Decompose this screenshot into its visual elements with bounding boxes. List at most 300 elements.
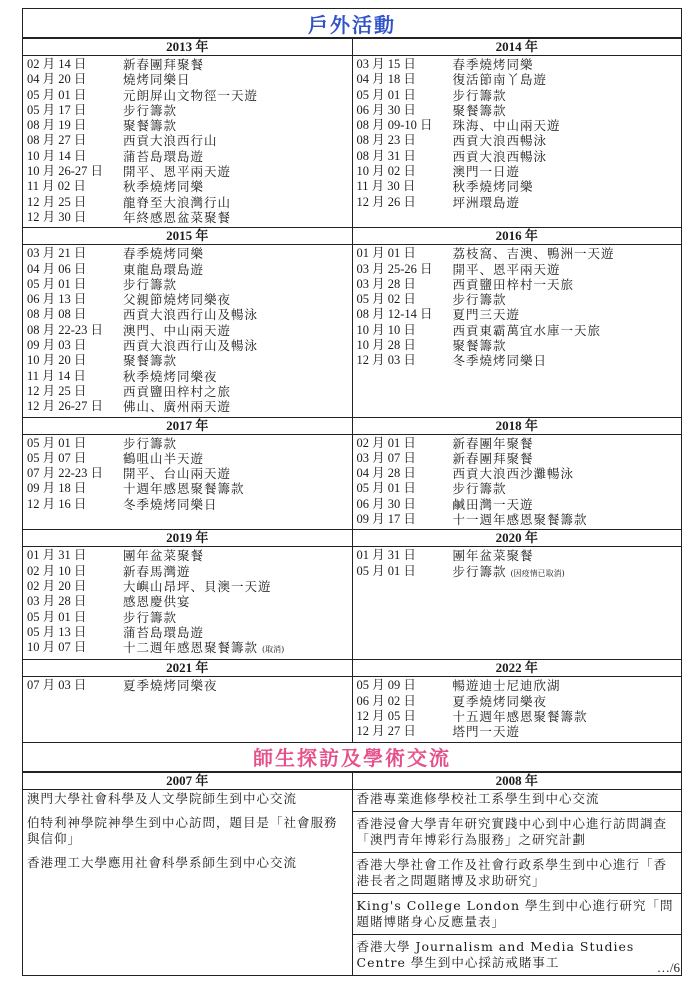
event-text: 新春團年聚餐 (452, 435, 534, 451)
event-date: 01 月 31 日 (27, 548, 87, 563)
event-name (453, 277, 575, 292)
visits-cell (352, 772, 682, 975)
visit-item: 香港專業進修學校社工系學生到中心交流 (356, 790, 600, 806)
event-name (123, 678, 218, 693)
event-item (27, 149, 346, 164)
event-name (453, 694, 548, 709)
event-text: 荔枝窩、吉澳、鴨洲一天遊 (452, 246, 615, 262)
event-text: 秋季燒烤同樂夜 (123, 368, 218, 384)
event-name (123, 307, 258, 322)
event-text: 元朗屏山文物徑一天遊 (123, 87, 259, 103)
year-cell (23, 228, 353, 417)
event-item (357, 262, 676, 277)
event-name (453, 724, 521, 739)
event-item (27, 323, 346, 338)
event-item (27, 678, 346, 693)
visit-item: 香港理工大學應用社會科學系師生到中心交流 (27, 854, 298, 870)
event-item (27, 338, 346, 353)
event-text: 龍脊至大浪灣行山 (123, 194, 232, 210)
event-name (123, 246, 204, 261)
event-item (357, 678, 676, 693)
event-text: 夏季燒烤同樂夜 (123, 678, 218, 694)
event-text: 暢遊迪士尼迪欣湖 (452, 678, 561, 694)
event-item (27, 594, 346, 609)
event-text: 新春團拜聚餐 (452, 450, 534, 466)
event-name (123, 149, 204, 164)
event-item (357, 133, 676, 148)
event-item (357, 246, 676, 261)
outdoor-activities-table (22, 38, 682, 743)
event-item (27, 210, 346, 225)
year-row (23, 530, 682, 660)
event-list (23, 435, 352, 514)
event-date: 05 月 01 日 (356, 87, 416, 102)
event-date: 05 月 01 日 (27, 609, 87, 624)
event-name (453, 179, 534, 194)
event-list (353, 547, 682, 583)
event-name (123, 323, 231, 338)
event-text: 西貢大浪西沙灘暢泳 (452, 466, 575, 482)
event-date: 06 月 13 日 (27, 292, 87, 307)
event-date: 08 月 09-10 日 (356, 118, 433, 133)
event-date: 12 月 26-27 日 (27, 399, 104, 414)
event-date: 10 月 14 日 (27, 148, 87, 163)
event-date: 05 月 09 日 (356, 678, 416, 693)
visit-item: 伯特利神學院神學生到中心訪問，題目是「社會服務與信仰」 (27, 814, 338, 846)
event-item (357, 481, 676, 496)
event-text: 冬季燒烤同樂日 (123, 496, 218, 512)
outdoor-title-bar (22, 8, 682, 38)
event-name (453, 262, 561, 277)
event-date: 03 月 28 日 (356, 276, 416, 291)
event-note: (取消) (262, 645, 285, 655)
event-item (357, 164, 676, 179)
event-name (123, 497, 218, 512)
event-name (123, 103, 177, 118)
event-date: 08 月 12-14 日 (356, 307, 433, 322)
event-text: 冬季燒烤同樂日 (452, 353, 548, 369)
event-item (27, 548, 346, 563)
event-date: 09 月 18 日 (27, 481, 87, 496)
year-heading: 2020 年 (353, 530, 682, 547)
event-item (27, 353, 346, 368)
event-item (27, 436, 346, 451)
page (22, 8, 682, 976)
year-cell (352, 660, 682, 742)
event-text: 西貢大浪西行山 (123, 133, 218, 149)
event-item (27, 399, 346, 414)
event-date: 02 月 10 日 (27, 563, 87, 578)
event-item (27, 292, 346, 307)
event-item (357, 323, 676, 338)
event-text: 西貢大浪西暢泳 (452, 133, 548, 149)
event-name (123, 548, 204, 563)
event-date: 09 月 17 日 (356, 512, 416, 527)
event-name (453, 466, 575, 481)
event-name (123, 399, 231, 414)
event-text: 父親節燒烤同樂夜 (123, 292, 232, 308)
event-text: 開平、恩平兩天遊 (123, 164, 232, 180)
event-item (27, 369, 346, 384)
year-heading: 2008 年 (353, 773, 682, 790)
event-name (123, 88, 258, 103)
event-name (123, 118, 177, 133)
event-date: 09 月 03 日 (27, 338, 87, 353)
year-heading: 2019 年 (23, 530, 352, 547)
event-date: 07 月 03 日 (27, 678, 87, 693)
event-text: 鶴咀山半天遊 (123, 450, 205, 466)
event-note: (因疫情已取消) (510, 568, 565, 578)
year-cell (352, 417, 682, 530)
event-text: 佛山、廣州兩天遊 (123, 399, 232, 415)
event-text: 年終感恩盆菜聚餐 (123, 209, 232, 225)
event-date: 06 月 02 日 (356, 693, 416, 708)
event-item (357, 512, 676, 527)
year-cell (352, 228, 682, 417)
event-item (27, 640, 346, 657)
event-text: 夏季燒烤同樂夜 (452, 693, 548, 709)
year-cell (352, 530, 682, 660)
event-list (23, 547, 352, 659)
visit-item: 澳門大學社會科學及人文學院師生到中心交流 (27, 790, 298, 806)
event-name (123, 57, 204, 72)
year-heading: 2017 年 (23, 418, 352, 435)
event-date: 03 月 25-26 日 (356, 261, 433, 276)
event-text: 團年盆菜聚餐 (123, 548, 205, 564)
visit-item: 香港大學 Journalism and Media Studies Centre 學生到中心採訪戒賭事工 (353, 934, 682, 975)
event-item (27, 277, 346, 292)
event-date: 05 月 01 日 (27, 87, 87, 102)
event-text: 塔門一天遊 (452, 724, 521, 740)
event-name (453, 307, 521, 322)
visits-title-bar (22, 743, 682, 772)
event-text: 東龍島環島遊 (123, 261, 205, 277)
event-item (357, 72, 676, 87)
event-text: 聚餐籌款 (452, 102, 507, 118)
event-text: 西貢鹽田梓村之旅 (123, 383, 232, 399)
event-item (27, 451, 346, 466)
event-name (123, 564, 191, 579)
event-date: 10 月 28 日 (356, 338, 416, 353)
visit-item: King's College London 學生到中心進行研究「問題賭博賭身心反應量表」 (353, 893, 682, 934)
event-list (353, 56, 682, 212)
event-item (27, 72, 346, 87)
event-date: 05 月 01 日 (27, 276, 87, 291)
event-item (27, 384, 346, 399)
event-text: 西貢東霸萬宜水庫一天旅 (452, 322, 602, 338)
event-name (453, 118, 561, 133)
event-text: 復活節南丫島遊 (452, 72, 548, 88)
event-name (123, 277, 177, 292)
event-name (123, 369, 218, 384)
event-name (123, 338, 258, 353)
event-text: 聚餐籌款 (452, 338, 507, 354)
event-date: 12 月 16 日 (27, 496, 87, 511)
event-name (453, 57, 534, 72)
outdoor-section-title: 戶外活動 (308, 12, 396, 37)
visit-item: 香港浸會大學青年研究實踐中心到中心進行訪問調查「澳門青年博彩行為服務」之研究計劃 (353, 811, 682, 852)
event-item (357, 451, 676, 466)
event-name (123, 292, 231, 307)
event-item (357, 57, 676, 72)
event-name (123, 179, 204, 194)
event-date: 11 月 30 日 (356, 179, 416, 194)
event-date: 12 月 26 日 (356, 194, 416, 209)
event-date: 02 月 14 日 (27, 57, 87, 71)
event-name (453, 481, 507, 496)
event-name (453, 338, 507, 353)
event-date: 10 月 10 日 (356, 322, 416, 337)
event-item (357, 277, 676, 292)
event-date: 01 月 31 日 (356, 548, 416, 563)
event-name (453, 88, 507, 103)
event-text: 鹹田灣一天遊 (452, 496, 534, 512)
event-name (123, 133, 218, 148)
event-name (453, 133, 548, 148)
event-item (27, 179, 346, 194)
event-item (27, 497, 346, 512)
event-item (357, 694, 676, 709)
event-name (453, 246, 615, 261)
event-text: 蒲苔島環島遊 (123, 624, 205, 640)
event-text: 秋季燒烤同樂 (123, 179, 205, 195)
event-item (357, 724, 676, 739)
event-name (123, 195, 231, 210)
event-item (27, 625, 346, 640)
event-name (123, 579, 272, 594)
event-text: 團年盆菜聚餐 (452, 548, 534, 564)
event-item (27, 57, 346, 72)
event-list (23, 56, 352, 227)
event-date: 01 月 01 日 (356, 246, 416, 261)
year-heading: 2022 年 (353, 660, 682, 677)
event-item (27, 579, 346, 594)
event-date: 08 月 22-23 日 (27, 322, 104, 337)
event-date: 05 月 13 日 (27, 624, 87, 639)
year-row (23, 228, 682, 417)
event-date: 11 月 14 日 (27, 368, 86, 383)
year-heading: 2013 年 (23, 39, 352, 56)
event-date: 12 月 30 日 (27, 209, 87, 224)
event-item (357, 195, 676, 210)
event-name (453, 292, 507, 307)
event-item (357, 307, 676, 322)
event-date: 05 月 07 日 (27, 450, 87, 465)
event-date: 08 月 31 日 (356, 148, 416, 163)
event-text: 新春團拜聚餐 (123, 57, 205, 72)
event-text: 澳門一日遊 (452, 164, 521, 180)
event-date: 10 月 26-27 日 (27, 164, 104, 179)
event-name (453, 103, 507, 118)
event-text: 開平、台山兩天遊 (123, 466, 232, 482)
event-text: 春季燒烤同樂 (123, 246, 205, 262)
event-date: 04 月 20 日 (27, 72, 87, 87)
event-text: 步行籌款 (123, 276, 178, 292)
event-date: 04 月 28 日 (356, 466, 416, 481)
event-name (123, 466, 231, 481)
event-date: 08 月 27 日 (27, 133, 87, 148)
event-text: 感恩慶供宴 (123, 594, 191, 610)
event-date: 03 月 07 日 (356, 450, 416, 465)
year-row (23, 660, 682, 742)
event-text: 步行籌款 (452, 563, 507, 579)
event-name (453, 678, 561, 693)
event-item (27, 164, 346, 179)
visit-item: 香港大學社會工作及社會行政系學生到中心進行「香港長者之問題賭博及求助研究」 (353, 852, 682, 893)
event-name (123, 640, 284, 657)
event-date: 05 月 17 日 (27, 102, 87, 117)
event-date: 06 月 30 日 (356, 496, 416, 511)
event-text: 步行籌款 (452, 292, 507, 308)
event-name (453, 149, 548, 164)
event-date: 10 月 20 日 (27, 353, 87, 368)
event-name (453, 353, 548, 368)
event-date: 12 月 25 日 (27, 194, 87, 209)
event-list (353, 677, 682, 741)
event-date: 08 月 08 日 (27, 307, 87, 322)
event-text: 聚餐籌款 (123, 118, 178, 134)
event-date: 03 月 21 日 (27, 246, 87, 261)
event-date: 08 月 19 日 (27, 118, 87, 133)
event-text: 大嶼山昂坪、貝澳一天遊 (123, 578, 272, 594)
event-date: 05 月 02 日 (356, 292, 416, 307)
event-item (357, 548, 676, 563)
event-item (27, 103, 346, 118)
event-text: 澳門、中山兩天遊 (123, 322, 232, 338)
event-list (23, 245, 352, 416)
event-text: 西貢大浪西行山及暢泳 (123, 307, 259, 323)
year-heading: 2007 年 (23, 773, 352, 790)
visits-cell (23, 772, 353, 975)
event-date: 12 月 03 日 (356, 353, 416, 368)
event-date: 12 月 25 日 (27, 383, 87, 398)
event-text: 步行籌款 (123, 102, 178, 118)
year-heading: 2018 年 (353, 418, 682, 435)
year-row (23, 417, 682, 530)
event-date: 12 月 27 日 (356, 724, 416, 739)
event-item (357, 564, 676, 581)
event-name (453, 436, 534, 451)
event-item (357, 709, 676, 724)
event-item (27, 610, 346, 625)
page-number: …/6 (656, 960, 680, 975)
event-item (357, 292, 676, 307)
event-text: 步行籌款 (123, 609, 178, 625)
visit-list (353, 790, 682, 975)
event-text: 蒲苔島環島遊 (123, 148, 205, 164)
event-text: 十週年感恩聚餐籌款 (123, 481, 245, 497)
event-text: 坪洲環島遊 (452, 194, 521, 210)
event-date: 12 月 05 日 (356, 708, 416, 723)
year-cell (23, 660, 353, 742)
year-heading: 2021 年 (23, 660, 352, 677)
event-text: 燒烤同樂日 (123, 72, 191, 88)
event-name (123, 451, 204, 466)
event-name (123, 164, 231, 179)
event-date: 10 月 02 日 (356, 164, 416, 179)
event-name (123, 262, 204, 277)
event-item (27, 481, 346, 496)
event-item (357, 466, 676, 481)
event-date: 11 月 02 日 (27, 179, 86, 194)
event-date: 02 月 20 日 (27, 578, 87, 593)
event-item (357, 436, 676, 451)
event-text: 開平、恩平兩天遊 (452, 261, 561, 277)
visit-list (23, 790, 352, 875)
event-text: 西貢大浪西暢泳 (452, 148, 548, 164)
event-item (27, 195, 346, 210)
event-item (357, 338, 676, 353)
event-name (123, 625, 204, 640)
event-name (453, 709, 588, 724)
event-item (27, 466, 346, 481)
event-list (23, 677, 352, 695)
event-item (357, 149, 676, 164)
event-name (453, 497, 534, 512)
event-name (453, 195, 521, 210)
event-date: 05 月 01 日 (356, 481, 416, 496)
event-text: 步行籌款 (123, 435, 178, 451)
event-name (453, 548, 534, 563)
event-text: 十一週年感恩聚餐籌款 (452, 512, 588, 528)
event-date: 02 月 01 日 (356, 435, 416, 450)
event-text: 秋季燒烤同樂 (452, 179, 534, 195)
event-item (357, 179, 676, 194)
year-cell (23, 530, 353, 660)
visits-table (22, 772, 682, 976)
event-text: 西貢大浪西行山及暢泳 (123, 338, 259, 354)
year-cell (23, 417, 353, 530)
event-text: 十五週年感恩聚餐籌款 (452, 708, 588, 724)
event-name (123, 436, 177, 451)
event-item (27, 88, 346, 103)
event-name (123, 72, 191, 87)
event-date: 06 月 30 日 (356, 102, 416, 117)
event-text: 步行籌款 (452, 87, 507, 103)
event-name (123, 353, 177, 368)
event-name (453, 512, 588, 527)
event-date: 03 月 28 日 (27, 594, 87, 609)
year-heading: 2016 年 (353, 228, 682, 245)
year-heading: 2015 年 (23, 228, 352, 245)
event-name (453, 564, 565, 581)
event-text: 步行籌款 (452, 481, 507, 497)
event-text: 夏門三天遊 (452, 307, 521, 323)
event-name (123, 610, 177, 625)
year-cell (352, 39, 682, 228)
event-text: 珠海、中山兩天遊 (452, 118, 561, 134)
event-item (357, 88, 676, 103)
event-item (27, 118, 346, 133)
event-name (453, 72, 548, 87)
event-list (353, 435, 682, 530)
event-name (123, 210, 231, 225)
event-name (453, 451, 534, 466)
event-text: 西貢鹽田梓村一天旅 (452, 276, 575, 292)
event-item (27, 262, 346, 277)
event-item (357, 497, 676, 512)
event-date: 04 月 06 日 (27, 261, 87, 276)
event-name (123, 384, 231, 399)
event-date: 05 月 01 日 (27, 435, 87, 450)
event-text: 春季燒烤同樂 (452, 57, 534, 72)
event-list (353, 245, 682, 370)
year-cell (23, 39, 353, 228)
event-name (123, 481, 245, 496)
event-date: 04 月 18 日 (356, 72, 416, 87)
visits-row (23, 772, 682, 975)
event-date: 03 月 15 日 (356, 57, 416, 71)
